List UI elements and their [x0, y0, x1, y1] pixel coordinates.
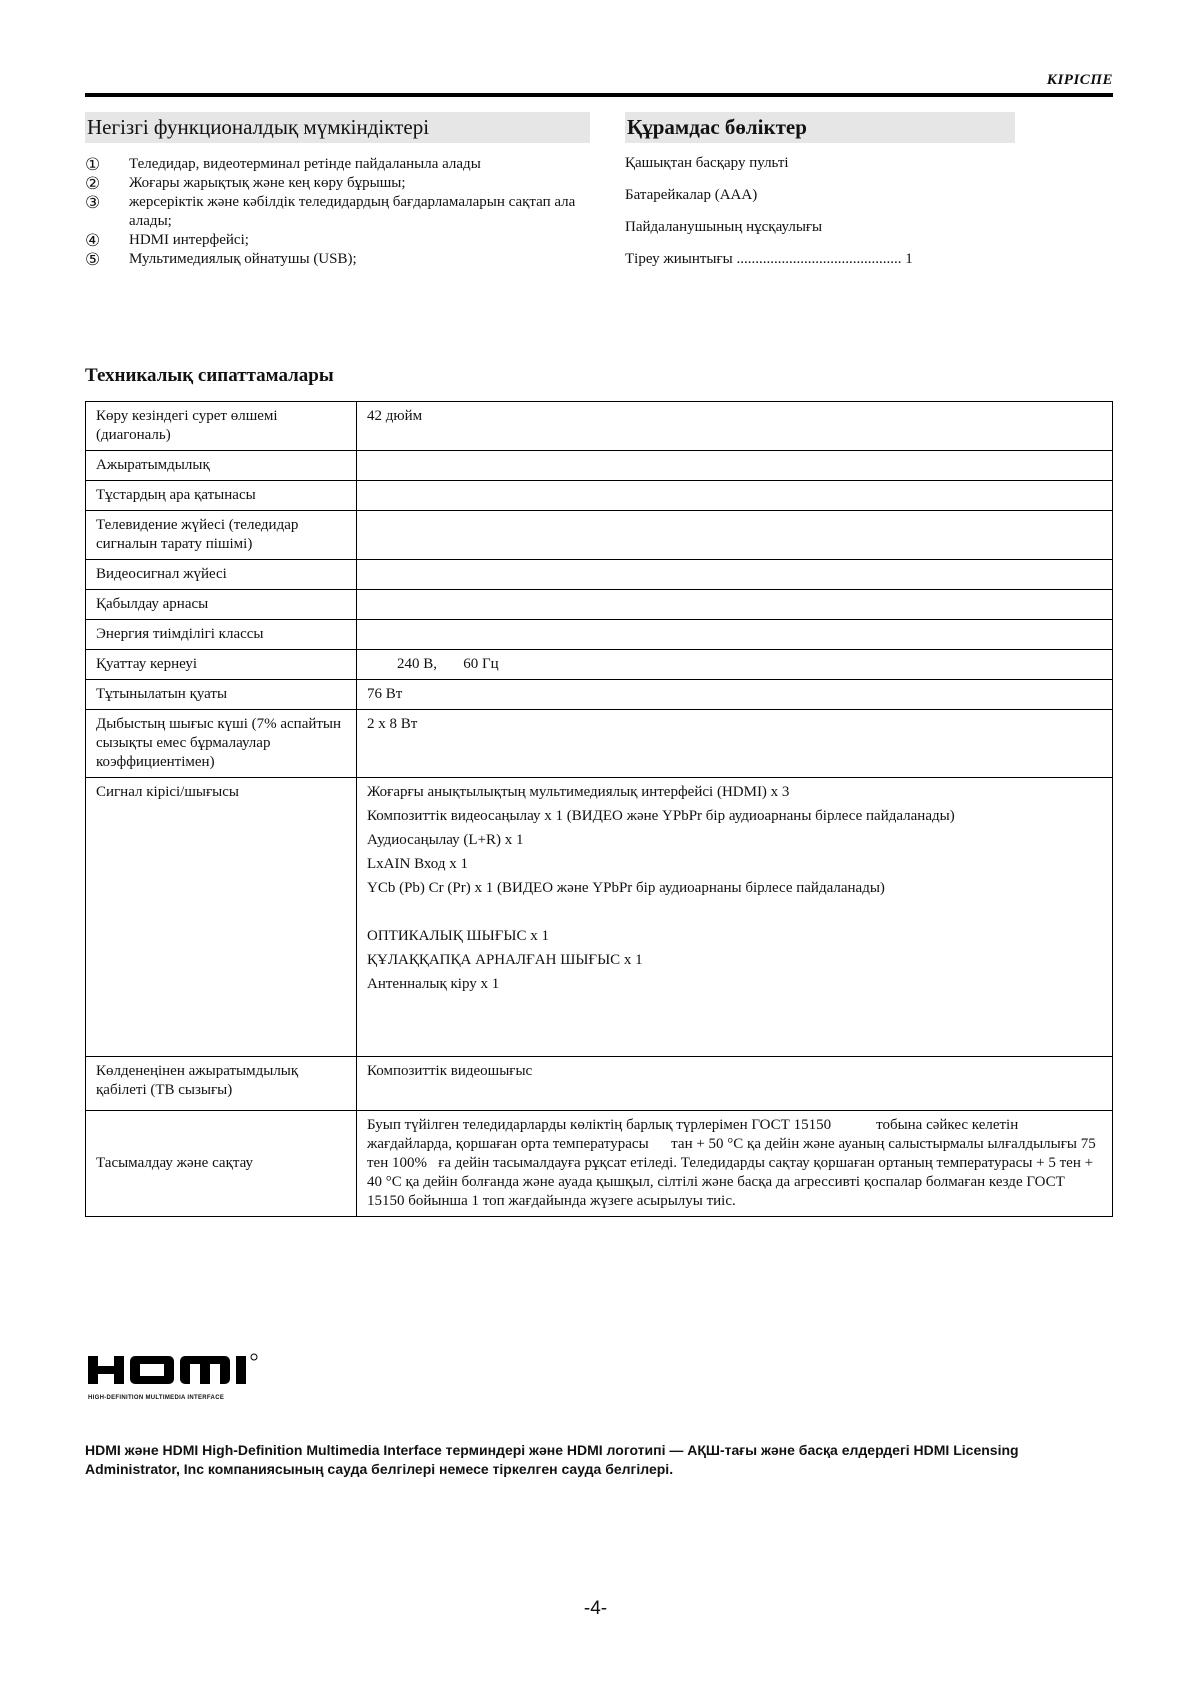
table-row: Тұстардың ара қатынасы [86, 481, 1113, 511]
feature-item: ⑤ Мультимедиялық ойнатушы (USB); [85, 250, 357, 269]
component-item: Тіреу жиынтығы ............................................ 1 [625, 251, 913, 267]
hdmi-logo-mark [88, 1350, 263, 1388]
list-item: ОПТИКАЛЫҚ ШЫҒЫС x 1 [367, 928, 549, 944]
features-title: Негізгі функционалдық мүмкіндіктері [85, 112, 590, 143]
table-row: Көлденеңінен ажыратымдылық қабілеті (ТВ сызығы) Композиттік видеошығыс [86, 1057, 1113, 1111]
components-list [625, 155, 1015, 283]
section-header: КІРІСПЕ [1046, 72, 1113, 88]
component-item: Қашықтан басқару пульті [625, 155, 789, 171]
signal-io-list [367, 783, 1102, 994]
components-section [625, 112, 1015, 283]
table-row: Тасымалдау және сақтау Буып түйілген теледидарларды көліктің барлық түрлерімен ГОСТ 15150 тобына сәйкес келетін жағдайларда, қоршаған орта температурасы тан + 50 °С қа дейін және ауаның салыстырмалы ылғалдылығы 75 тен 100% ға дейін тасымалдауға рұқсат етіледі. Теледидарды сақтау қоршаған ортаның температурасы + 5 тен + 40 °С қа дейін болғанда және ауада қышқыл, сілтілі және басқа да агрессивті қоспалар болмаған кезде ГОСТ 15150 бойынша 1 топ жағдайында жүзеге асырылуы тиіс. [86, 1111, 1113, 1217]
list-spacer [367, 903, 1102, 922]
list-item: YCb (Pb) Cr (Pr) x 1 (ВИДЕО және YPbPr бір аудиоарнаны бірлесе пайдаланады) [367, 880, 885, 896]
hdmi-logo [88, 1350, 263, 1402]
features-section [85, 112, 590, 269]
list-item: Аудиосаңылау (L+R) x 1 [367, 832, 524, 848]
list-item: Антенналық кіру x 1 [367, 976, 500, 992]
feature-item: ① Теледидар, видеотерминал ретінде пайдаланыла алады [85, 155, 481, 174]
list-item: ҚҰЛАҚҚАПҚА АРНАЛҒАН ШЫҒЫС x 1 [367, 952, 643, 968]
table-row: Қуаттау кернеуі 240 В, 60 Гц [86, 650, 1113, 680]
table-row: Көру кезіндегі сурет өлшемі (диагональ) 42 дюйм [86, 402, 1113, 451]
table-row: Қабылдау арнасы [86, 590, 1113, 620]
list-item: Композиттік видеосаңылау x 1 (ВИДЕО және YPbPr бір аудиоарнаны бірлесе пайдаланады) [367, 808, 955, 824]
hdmi-logo-subtitle: HIGH-DEFINITION MULTIMEDIA INTERFACE [88, 1395, 225, 1401]
table-row: Энергия тиімділігі классы [86, 620, 1113, 650]
trademark-note: HDMI және HDMI High-Definition Multimedia Interface терминдері және HDMI логотипі — АҚШ-тағы және басқа елдердегі HDMI Licensing Administrator, Inc компаниясының сауда белгілері немесе тіркелген сауда белгілері. [85, 1442, 1019, 1477]
table-row: Дыбыстың шығыс күші (7% аспайтын сызықты емес бұрмалаулар коэффициентімен) 2 x 8 Вт [86, 710, 1113, 778]
header-rule [85, 93, 1113, 97]
page-number: -4- [583, 1598, 608, 1619]
table-row: Телевидение жүйесі (теледидар сигналын тарату пішімі) [86, 511, 1113, 560]
table-row: Видеосигнал жүйесі [86, 560, 1113, 590]
list-item: Жоғарғы анықтылықтың мультимедиялық интерфейсі (HDMI) x 3 [367, 784, 790, 800]
specs-title: Техникалық сипаттамалары [85, 365, 334, 386]
specs-table [85, 401, 1113, 1217]
component-item: Пайдаланушының нұсқаулығы [625, 219, 823, 235]
features-list [85, 155, 590, 269]
feature-item: ④ HDMI интерфейсі; [85, 231, 249, 250]
component-item: Батарейкалар (ААА) [625, 187, 758, 203]
feature-item: ② Жоғары жарықтық және кең көру бұрышы; [85, 174, 406, 193]
table-row: Ажыратымдылық [86, 451, 1113, 481]
list-item: LxAIN Вход x 1 [367, 856, 469, 872]
table-row: Сигнал кірісі/шығысы Жоғарғы анықтылықтың мультимедиялық интерфейсі (HDMI) x 3 Композиттік видеосаңылау x 1 (ВИДЕО және YPbPr бір аудиоарнаны бірлесе пайдаланады) Аудиосаңылау (L+R) x 1 LxAIN Вход x 1 YCb (Pb) Cr (Pr) x 1 (ВИДЕО және YPbPr бір аудиоарнаны бірлесе пайдаланады) ОПТИКАЛЫҚ ШЫҒЫС x 1 ҚҰЛАҚҚАПҚА АРНАЛҒАН ШЫҒЫС x 1 Антенналық кіру x 1 [86, 778, 1113, 1057]
feature-item: ③ жерсеріктік және кәбілдік теледидардың бағдарламаларын сақтап ала алады; [85, 193, 576, 229]
components-title: Құрамдас бөліктер [625, 112, 1015, 143]
table-row: Тұтынылатын қуаты 76 Вт [86, 680, 1113, 710]
